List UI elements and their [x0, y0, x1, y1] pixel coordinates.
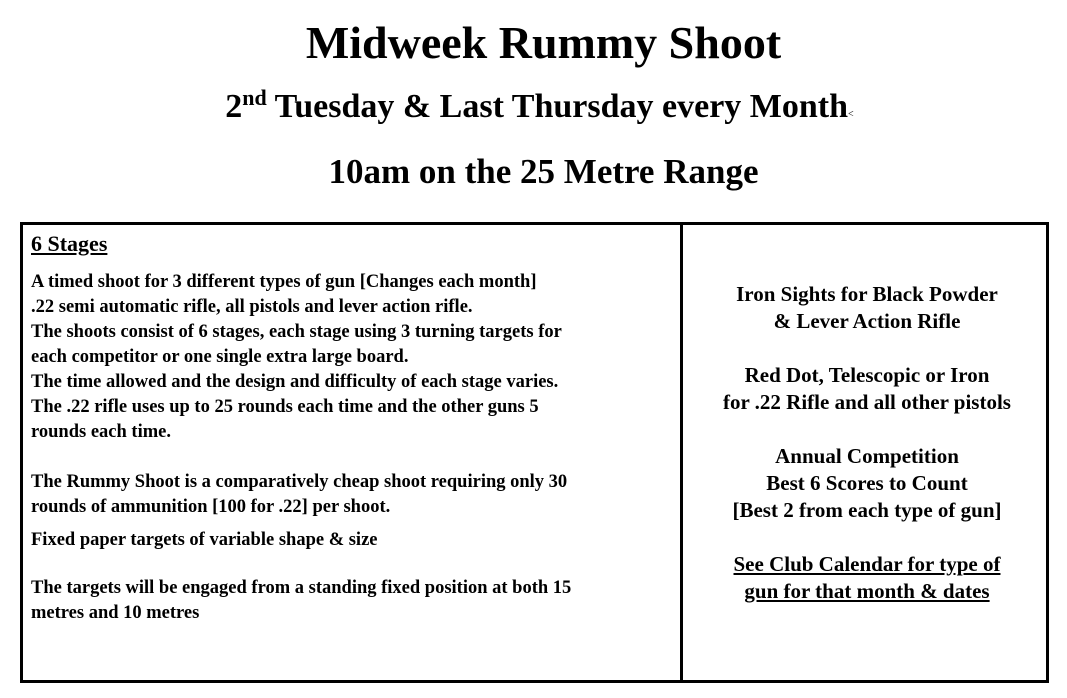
description-line: The .22 rifle uses up to 25 rounds each time and the other guns 5 — [31, 397, 539, 417]
schedule-ordinal-suffix: nd — [242, 85, 267, 110]
sights-black-powder — [685, 281, 1049, 335]
spacer — [31, 259, 671, 270]
rule-line: Annual Competition — [775, 444, 959, 468]
rule-line: for .22 Rifle and all other pistols — [723, 390, 1011, 414]
sights-other — [685, 362, 1049, 416]
info-table — [20, 222, 1049, 683]
schedule-ordinal-number: 2 — [225, 88, 243, 125]
description-line: each competitor or one single extra large board. — [31, 347, 409, 367]
rule-line: [Best 2 from each type of gun] — [732, 498, 1002, 522]
time-location-heading: 10am on the 25 Metre Range — [328, 152, 759, 191]
annual-competition — [685, 443, 1049, 524]
cost-line: The Rummy Shoot is a comparatively cheap shoot requiring only 30 — [31, 472, 568, 492]
rule-line: Best 6 Scores to Count — [766, 471, 968, 495]
rule-line: See Club Calendar for type of — [733, 552, 1001, 576]
page-title: Midweek Rummy Shoot — [305, 17, 782, 68]
description-line: The time allowed and the design and difficulty of each stage varies. — [31, 372, 559, 392]
schedule-heading — [0, 85, 1067, 126]
description-line: rounds each time. — [31, 422, 171, 442]
position-line: metres and 10 metres — [31, 603, 200, 623]
position-paragraph — [31, 576, 671, 626]
rule-line: & Lever Action Rifle — [773, 309, 961, 333]
rule-line: gun for that month & dates — [744, 579, 990, 603]
targets-paragraph: Fixed paper targets of variable shape & size — [31, 530, 378, 550]
schedule-stray-mark: < — [848, 109, 854, 120]
cost-line: rounds of ammunition [100 for .22] per shoot. — [31, 497, 391, 517]
stages-heading: 6 Stages — [31, 231, 108, 256]
position-line: The targets will be engaged from a standing fixed position at both 15 — [31, 578, 572, 598]
description-paragraph — [31, 270, 671, 445]
rules-column — [685, 281, 1049, 605]
rule-line: Red Dot, Telescopic or Iron — [744, 363, 990, 387]
column-divider — [680, 225, 683, 680]
cost-paragraph — [31, 470, 671, 520]
description-line: A timed shoot for 3 different types of gun [Changes each month] — [31, 272, 537, 292]
calendar-note — [685, 551, 1049, 605]
schedule-days: Tuesday & Last Thursday every Month — [266, 88, 849, 125]
rule-line: Iron Sights for Black Powder — [736, 282, 998, 306]
details-column — [31, 229, 671, 626]
description-line: .22 semi automatic rifle, all pistols and lever action rifle. — [31, 297, 473, 317]
description-line: The shoots consist of 6 stages, each stage using 3 turning targets for — [31, 322, 562, 342]
